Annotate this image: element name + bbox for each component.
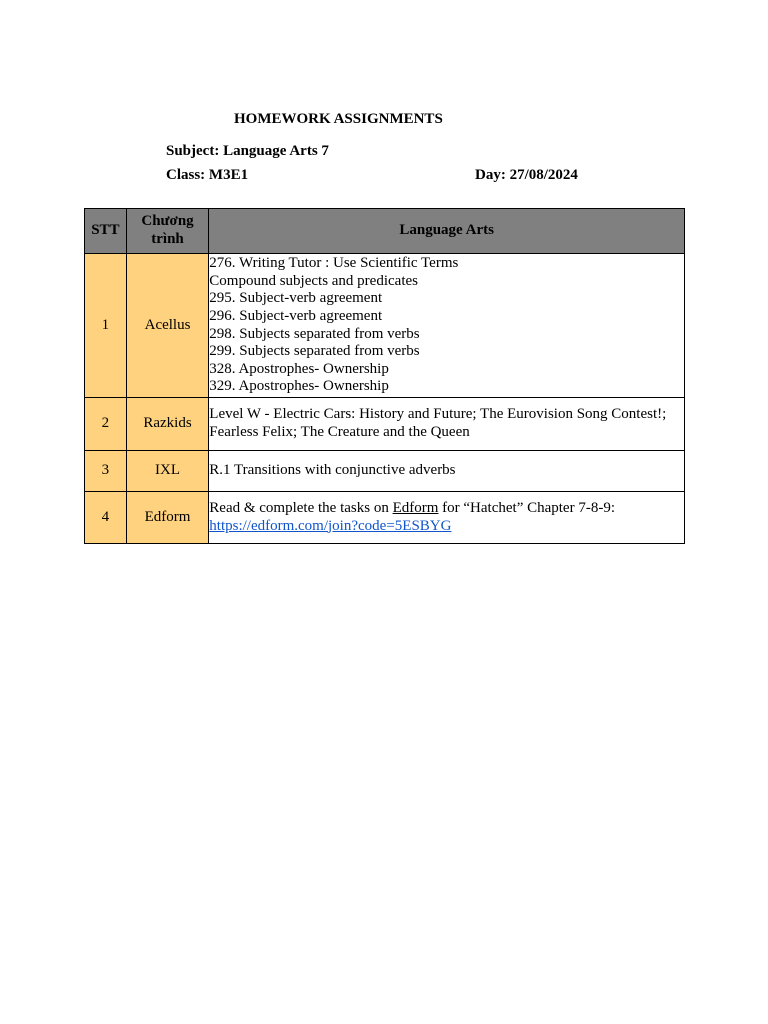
- program-name: Razkids: [126, 398, 209, 451]
- assignment-line: 298. Subjects separated from verbs: [209, 325, 420, 342]
- assignment-line: Compound subjects and predicates: [209, 272, 418, 289]
- assignment-line: 329. Apostrophes- Ownership: [209, 378, 389, 395]
- assignment-line: 296. Subject-verb agreement: [209, 307, 383, 324]
- table-row: [85, 451, 685, 492]
- header-language-arts: Language Arts: [209, 209, 685, 254]
- class-label: Class: M3E1: [166, 167, 249, 183]
- document-title: HOMEWORK ASSIGNMENTS: [234, 111, 443, 127]
- assignment-line: 299. Subjects separated from verbs: [209, 343, 420, 360]
- assignment-line: 295. Subject-verb agreement: [209, 290, 383, 307]
- assignment-line: 276. Writing Tutor : Use Scientific Terms: [209, 255, 459, 272]
- table-header-row: [85, 209, 685, 254]
- assignment-content: [209, 254, 685, 398]
- subject-label: Subject: Language Arts 7: [166, 143, 329, 159]
- row-number: 1: [85, 254, 127, 398]
- program-name: Acellus: [126, 254, 209, 398]
- homework-table: [84, 208, 685, 544]
- assignment-content: [209, 492, 685, 544]
- assignment-line: Level W - Electric Cars: History and Future; The Eurovision Song Contest!;: [209, 406, 667, 423]
- day-label: Day: 27/08/2024: [475, 167, 578, 183]
- assignment-line: Fearless Felix; The Creature and the Queen: [209, 424, 470, 440]
- assignment-text: Read & complete the tasks on: [209, 499, 393, 516]
- program-name: Edform: [126, 492, 209, 544]
- table-row: [85, 254, 685, 398]
- row-number: 2: [85, 398, 127, 451]
- edform-join-link[interactable]: https://edform.com/join?code=5ESBYG: [209, 517, 452, 534]
- assignment-text: for “Hatchet” Chapter 7-8-9:: [438, 499, 615, 516]
- assignment-content: [209, 398, 685, 451]
- program-name: IXL: [126, 451, 209, 492]
- assignment-content: [209, 451, 685, 492]
- header-program: Chương trình: [126, 209, 209, 254]
- assignment-line: [209, 500, 684, 518]
- assignment-line: 328. Apostrophes- Ownership: [209, 360, 389, 377]
- table-row: [85, 492, 685, 544]
- table-row: [85, 398, 685, 451]
- assignment-line: R.1 Transitions with conjunctive adverbs: [209, 462, 456, 479]
- row-number: 3: [85, 451, 127, 492]
- edform-word: Edform: [392, 499, 439, 516]
- header-stt: STT: [85, 209, 127, 254]
- row-number: 4: [85, 492, 127, 544]
